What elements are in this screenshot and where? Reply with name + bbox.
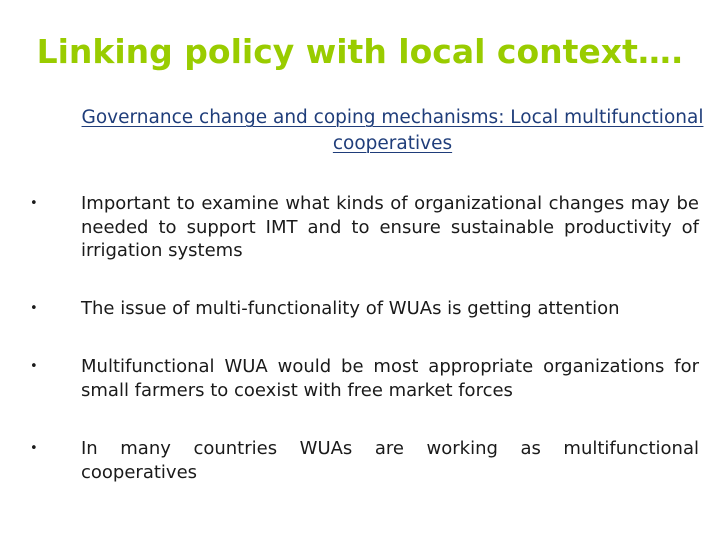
bullet-text: The issue of multi-functionality of WUAs is getting attention xyxy=(81,298,620,319)
bullet-marker: • xyxy=(30,359,38,374)
bullet-marker: • xyxy=(30,301,38,316)
bullet-text: Important to examine what kinds of organizational changes may be needed to support IMT and to ensure sustainable productivity of irrigation systems xyxy=(81,193,699,261)
slide-title: Linking policy with local context…. xyxy=(36,32,684,71)
bullet-marker: • xyxy=(30,196,38,211)
bullet-text: In many countries WUAs are working as multifunctional cooperatives xyxy=(81,438,699,483)
slide-subtitle: Governance change and coping mechanisms: Local multifunctional cooperatives xyxy=(81,107,704,154)
bullet-marker: • xyxy=(30,441,38,456)
bullet-text: Multifunctional WUA would be most appropriate organizations for small farmers to coexist with free market forces xyxy=(81,356,699,401)
